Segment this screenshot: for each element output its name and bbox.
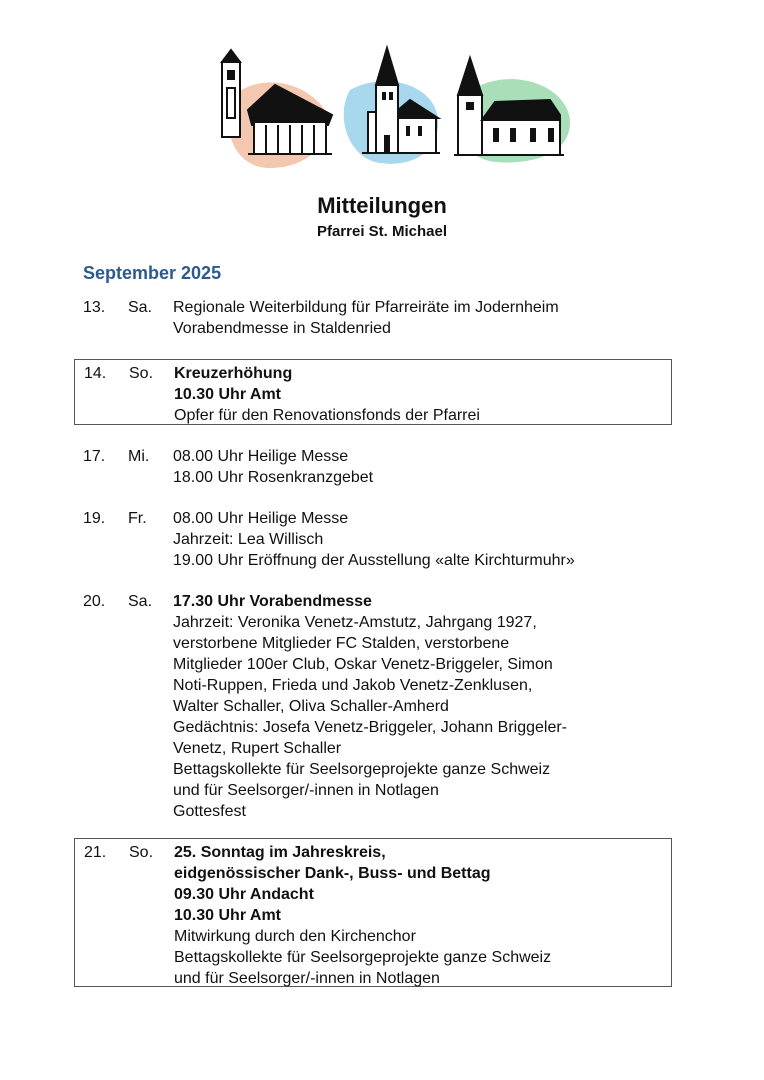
entry-line: verstorbene Mitglieder FC Stalden, verstorbene — [173, 635, 510, 652]
entry-line: 10.30 Uhr Amt — [174, 386, 281, 403]
entry-weekday: Sa. — [128, 593, 153, 610]
entry-weekday: Mi. — [128, 448, 150, 465]
entry-line: eidgenössischer Dank-, Buss- und Bettag — [174, 865, 491, 882]
entry-weekday: So. — [129, 844, 154, 861]
entry-line: 25. Sonntag im Jahreskreis, — [174, 844, 386, 861]
entry-day: 17. — [83, 448, 106, 465]
entry-line: Jahrzeit: Lea Willisch — [173, 531, 324, 548]
entry-line: 17.30 Uhr Vorabendmesse — [173, 593, 372, 610]
entry-line: Bettagskollekte für Seelsorgeprojekte ganze Schweiz — [174, 949, 552, 966]
entry-line: Mitwirkung durch den Kirchenchor — [174, 928, 416, 945]
entry-line: und für Seelsorger/-innen in Notlagen — [174, 970, 440, 987]
entry-line: 18.00 Uhr Rosenkranzgebet — [173, 469, 374, 486]
entry-line: Regionale Weiterbildung für Pfarreiräte im Jodernheim — [173, 299, 559, 316]
entry-line: Kreuzerhöhung — [174, 365, 293, 382]
entry-day: 19. — [83, 510, 106, 527]
entry-line: 08.00 Uhr Heilige Messe — [173, 510, 349, 527]
church-tower-icon — [454, 58, 564, 155]
calendar-entry — [74, 508, 672, 571]
entry-day: 20. — [83, 593, 106, 610]
calendar-entry — [74, 297, 672, 339]
calendar-entry-highlighted — [74, 359, 672, 425]
entry-line: 10.30 Uhr Amt — [174, 907, 281, 924]
three-churches-logo-icon — [210, 40, 580, 170]
entry-line: und für Seelsorger/-innen in Notlagen — [173, 782, 439, 799]
calendar-entry-highlighted — [74, 838, 672, 987]
entry-day: 14. — [84, 365, 107, 382]
entry-day: 13. — [83, 299, 106, 316]
month-heading: September 2025 — [83, 263, 222, 283]
calendar-entry — [74, 591, 672, 822]
entry-weekday: Sa. — [128, 299, 153, 316]
entry-line: Jahrzeit: Veronika Venetz-Amstutz, Jahrgang 1927, — [173, 614, 537, 631]
entry-line: Gedächtnis: Josefa Venetz-Briggeler, Johann Briggeler- — [173, 719, 568, 736]
entry-line: 19.00 Uhr Eröffnung der Ausstellung «alte Kirchturmuhr» — [173, 552, 575, 569]
entry-line: Mitglieder 100er Club, Oskar Venetz-Briggeler, Simon — [173, 656, 553, 673]
entry-line: Venetz, Rupert Schaller — [173, 740, 342, 757]
entry-line: Walter Schaller, Oliva Schaller-Amherd — [173, 698, 449, 715]
entry-line: Bettagskollekte für Seelsorgeprojekte ganze Schweiz — [173, 761, 551, 778]
entry-weekday: Fr. — [128, 510, 147, 527]
entry-line: 08.00 Uhr Heilige Messe — [173, 448, 349, 465]
page-subtitle: Pfarrei St. Michael — [316, 223, 448, 240]
calendar-entry — [74, 446, 672, 488]
entry-line: Gottesfest — [173, 803, 246, 820]
entry-line: 09.30 Uhr Andacht — [174, 886, 314, 903]
entry-line: Noti-Ruppen, Frieda und Jakob Venetz-Zenklusen, — [173, 677, 533, 694]
page-title: Mitteilungen — [317, 193, 447, 218]
entry-day: 21. — [84, 844, 107, 861]
entry-line: Vorabendmesse in Staldenried — [173, 320, 391, 337]
entry-line: Opfer für den Renovationsfonds der Pfarrei — [174, 407, 480, 424]
entry-weekday: So. — [129, 365, 154, 382]
